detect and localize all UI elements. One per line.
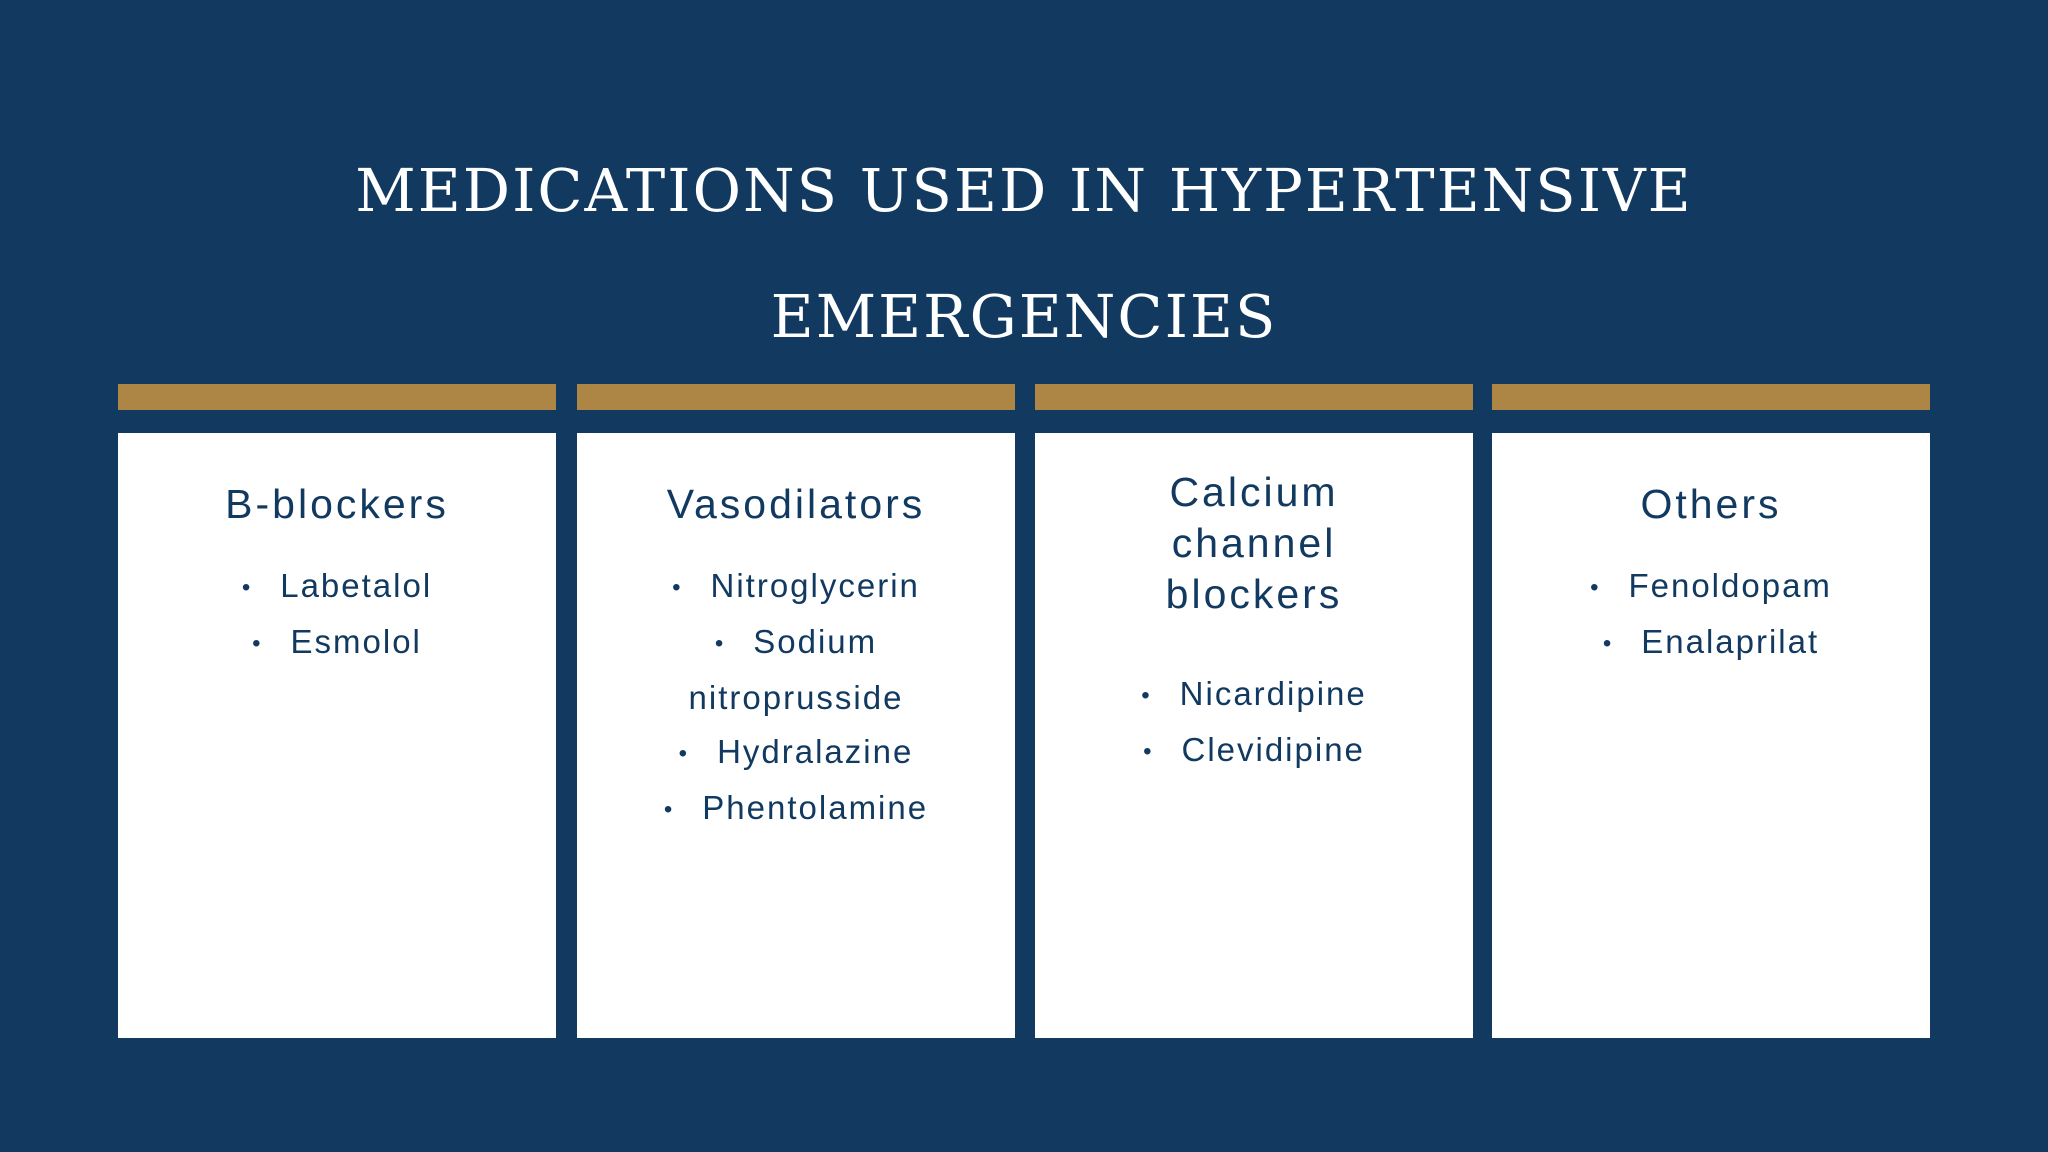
- medication-list: [577, 559, 1015, 837]
- medication-list: [118, 559, 556, 671]
- column-calcium-channel-blockers: [1035, 384, 1473, 768]
- list-item: [118, 615, 556, 671]
- bullet-icon: •: [1590, 574, 1601, 601]
- heading-line: Calcium: [1169, 469, 1339, 515]
- list-item: [1035, 667, 1473, 723]
- item-label: Esmolol: [290, 623, 422, 660]
- bullet-icon: •: [241, 574, 253, 601]
- list-item: [577, 725, 1015, 781]
- heading-line: channel: [1171, 520, 1337, 566]
- list-item: [1492, 615, 1930, 671]
- column-b-blockers: [118, 384, 556, 660]
- bullet-icon: •: [1143, 738, 1154, 765]
- card-others: [1492, 433, 1930, 1038]
- list-item: [1035, 723, 1473, 779]
- item-label: Enalaprilat: [1641, 623, 1820, 660]
- item-label: Nitroglycerin: [710, 567, 920, 604]
- list-item: [577, 559, 1015, 615]
- list-item: [577, 781, 1015, 837]
- medication-list: [1035, 667, 1473, 779]
- item-label: Hydralazine: [717, 733, 914, 770]
- medication-list: [1492, 559, 1930, 671]
- card-b-blockers: [118, 433, 556, 1038]
- bullet-icon: •: [663, 796, 675, 823]
- accent-bar: [1492, 384, 1930, 410]
- title-line-1: MEDICATIONS USED IN HYPERTENSIVE: [355, 156, 1693, 225]
- accent-bar: [118, 384, 556, 410]
- card-heading: B-blockers: [225, 481, 449, 527]
- accent-bar: [1035, 384, 1473, 410]
- item-label: Sodium nitroprusside: [688, 623, 904, 716]
- list-item: [118, 559, 556, 615]
- list-item: [1492, 559, 1930, 615]
- card-heading: Others: [1640, 481, 1782, 527]
- card-heading: Vasodilators: [666, 481, 926, 527]
- heading-line: blockers: [1165, 571, 1343, 617]
- bullet-icon: •: [252, 630, 263, 657]
- item-label: Fenoldopam: [1628, 567, 1832, 604]
- list-item: [656, 615, 936, 725]
- item-label: Clevidipine: [1181, 731, 1365, 768]
- bullet-icon: •: [672, 574, 683, 601]
- bullet-icon: •: [678, 740, 690, 767]
- column-vasodilators: [577, 384, 1015, 826]
- card-calcium-channel-blockers: [1035, 433, 1473, 1038]
- item-label: Nicardipine: [1179, 675, 1367, 712]
- item-label: Phentolamine: [702, 789, 929, 826]
- slide-title: [0, 128, 2048, 380]
- card-vasodilators: [577, 433, 1015, 1038]
- bullet-icon: •: [714, 630, 726, 657]
- card-heading: [1035, 467, 1473, 620]
- item-label: Labetalol: [280, 567, 433, 604]
- bullet-icon: •: [1141, 682, 1152, 709]
- accent-bar: [577, 384, 1015, 410]
- column-others: [1492, 384, 1930, 660]
- title-line-2: EMERGENCIES: [770, 282, 1278, 351]
- bullet-icon: •: [1602, 630, 1614, 657]
